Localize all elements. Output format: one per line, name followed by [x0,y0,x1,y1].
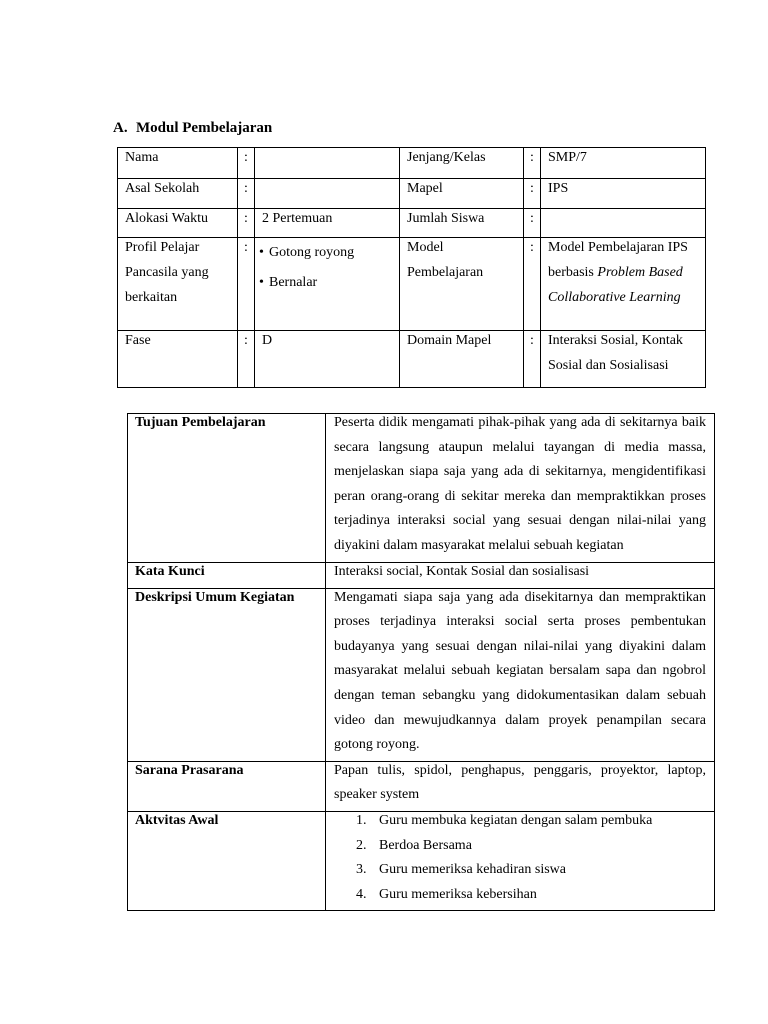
details-row-aktivitas-awal [128,811,715,910]
field-value: 2 Pertemuan [262,211,333,226]
field-value: D [262,333,273,348]
colon-separator: : [530,150,534,165]
separator-cell [238,148,255,179]
field-value: IPS [548,181,569,196]
separator-cell [524,331,541,388]
row-value: Mengamati siapa saja yang ada disekitarnya dan mempraktikan proses terjadinya interaksi social serta proses pembentukan budayanya yang sesuai dengan nilai-nilai yang diyakini dalam masyarakat melalui sebuah kegiatan bersalam sapa dan ngobrol dengan teman sebangku yang didokumentasikan dalam sebuah video dan mewujudkannya dalam proyek penampilan secara gotong royong. [334,589,706,753]
list-text: Guru memeriksa kebersihan [379,886,537,902]
label-cell [400,238,524,331]
label-cell [400,148,524,179]
value-cell [326,811,715,910]
section-marker: A. [113,120,128,136]
field-label: Mapel [407,181,443,196]
value-cell [326,563,715,589]
section-title: Modul Pembelajaran [136,120,273,136]
separator-cell [524,209,541,238]
label-cell [400,209,524,238]
separator-cell [524,148,541,179]
field-label: Profil Pelajar Pancasila yang berkaitan [125,240,209,305]
row-value: Papan tulis, spidol, penghapus, penggaris, proyektor, laptop, speaker system [334,762,706,803]
colon-separator: : [530,333,534,348]
value-cell [326,414,715,563]
separator-cell [238,331,255,388]
value-cell [541,238,706,331]
details-row-tujuan [128,414,715,563]
model-text: Model Pembelajaran IPS berbasis [548,240,688,280]
row-label: Sarana Prasarana [135,762,244,778]
separator-cell [524,238,541,331]
list-item [334,834,706,859]
row-value: Peserta didik mengamati pihak-pihak yang ada di sekitarnya baik secara langsung ataupun melalui tayangan di media massa, menjelaskan siapa saja yang ada di sekitarnya, mengidentifikasi peran orang-orang di sekitar mereka dan mempraktikkan proses terjadinya interaksi social yang sesuai dengan nilai-nilai yang diyakini dalam masyarakat melalui sebuah kegiatan [334,415,706,553]
separator-cell [238,238,255,331]
bullet-text: Gotong royong [269,245,355,260]
details-row-sarana [128,761,715,811]
value-cell [255,238,400,331]
value-cell [255,148,400,179]
label-cell [128,811,326,910]
separator-cell [238,209,255,238]
field-label: Fase [125,333,151,348]
bullet-item [259,268,395,298]
row-label: Kata Kunci [135,564,205,579]
list-item [334,883,706,908]
colon-separator: : [530,240,534,255]
label-cell [128,761,326,811]
field-label: Nama [125,150,159,165]
colon-separator: : [244,181,248,196]
list-text: Guru membuka kegiatan dengan salam pembuka [379,812,653,828]
colon-separator: : [530,211,534,226]
row-label: Tujuan Pembelajaran [135,415,266,430]
row-label: Aktvitas Awal [135,812,219,828]
label-cell [400,179,524,209]
model-italic-text: Problem Based Collaborative Learning [548,265,683,305]
details-row-deskripsi [128,588,715,761]
value-cell [541,331,706,388]
identity-row-nama [118,148,706,179]
identity-row-alokasi-waktu [118,209,706,238]
colon-separator: : [244,240,248,255]
separator-cell [524,179,541,209]
colon-separator: : [244,211,248,226]
identity-row-asal-sekolah [118,179,706,209]
list-text: Berdoa Bersama [379,837,472,853]
label-cell [118,331,238,388]
field-label: Alokasi Waktu [125,211,208,226]
label-cell [128,563,326,589]
learning-details-table [127,413,715,911]
value-cell [326,761,715,811]
row-label: Deskripsi Umum Kegiatan [135,589,295,605]
label-cell [128,588,326,761]
value-cell [255,179,400,209]
colon-separator: : [244,333,248,348]
field-label: Domain Mapel [407,333,492,348]
activity-list [334,809,706,907]
profil-bullet-list [259,238,395,298]
label-cell [128,414,326,563]
list-text: Guru memeriksa kehadiran siswa [379,862,566,878]
list-number: 3. [356,862,367,878]
row-value: Interaksi social, Kontak Sosial dan sosialisasi [334,564,590,579]
bullet-marker: • [259,275,264,290]
label-cell [118,179,238,209]
label-cell [118,148,238,179]
separator-cell [238,179,255,209]
field-value [548,235,700,310]
colon-separator: : [244,150,248,165]
bullet-text: Bernalar [269,275,318,290]
field-label: Asal Sekolah [125,181,200,196]
list-item [334,858,706,883]
label-cell [118,238,238,331]
label-cell [400,331,524,388]
value-cell [255,331,400,388]
module-identity-table [117,147,706,388]
value-cell [541,148,706,179]
value-cell [255,209,400,238]
identity-row-profil-pelajar [118,238,706,331]
field-label: Jumlah Siswa [407,211,485,226]
list-number: 2. [356,837,367,853]
list-number: 1. [356,812,367,828]
field-label: Jenjang/Kelas [407,150,486,165]
value-cell [541,179,706,209]
label-cell [118,209,238,238]
section-heading [113,119,272,137]
details-row-kata-kunci [128,563,715,589]
bullet-item [259,238,395,268]
value-cell [326,588,715,761]
field-value: SMP/7 [548,150,587,165]
list-item [334,809,706,834]
field-value: Interaksi Sosial, Kontak Sosial dan Sosialisasi [548,333,683,373]
list-number: 4. [356,886,367,902]
identity-row-fase [118,331,706,388]
value-cell [541,209,706,238]
colon-separator: : [530,181,534,196]
bullet-marker: • [259,245,264,260]
field-label: Model Pembelajaran [407,240,484,280]
